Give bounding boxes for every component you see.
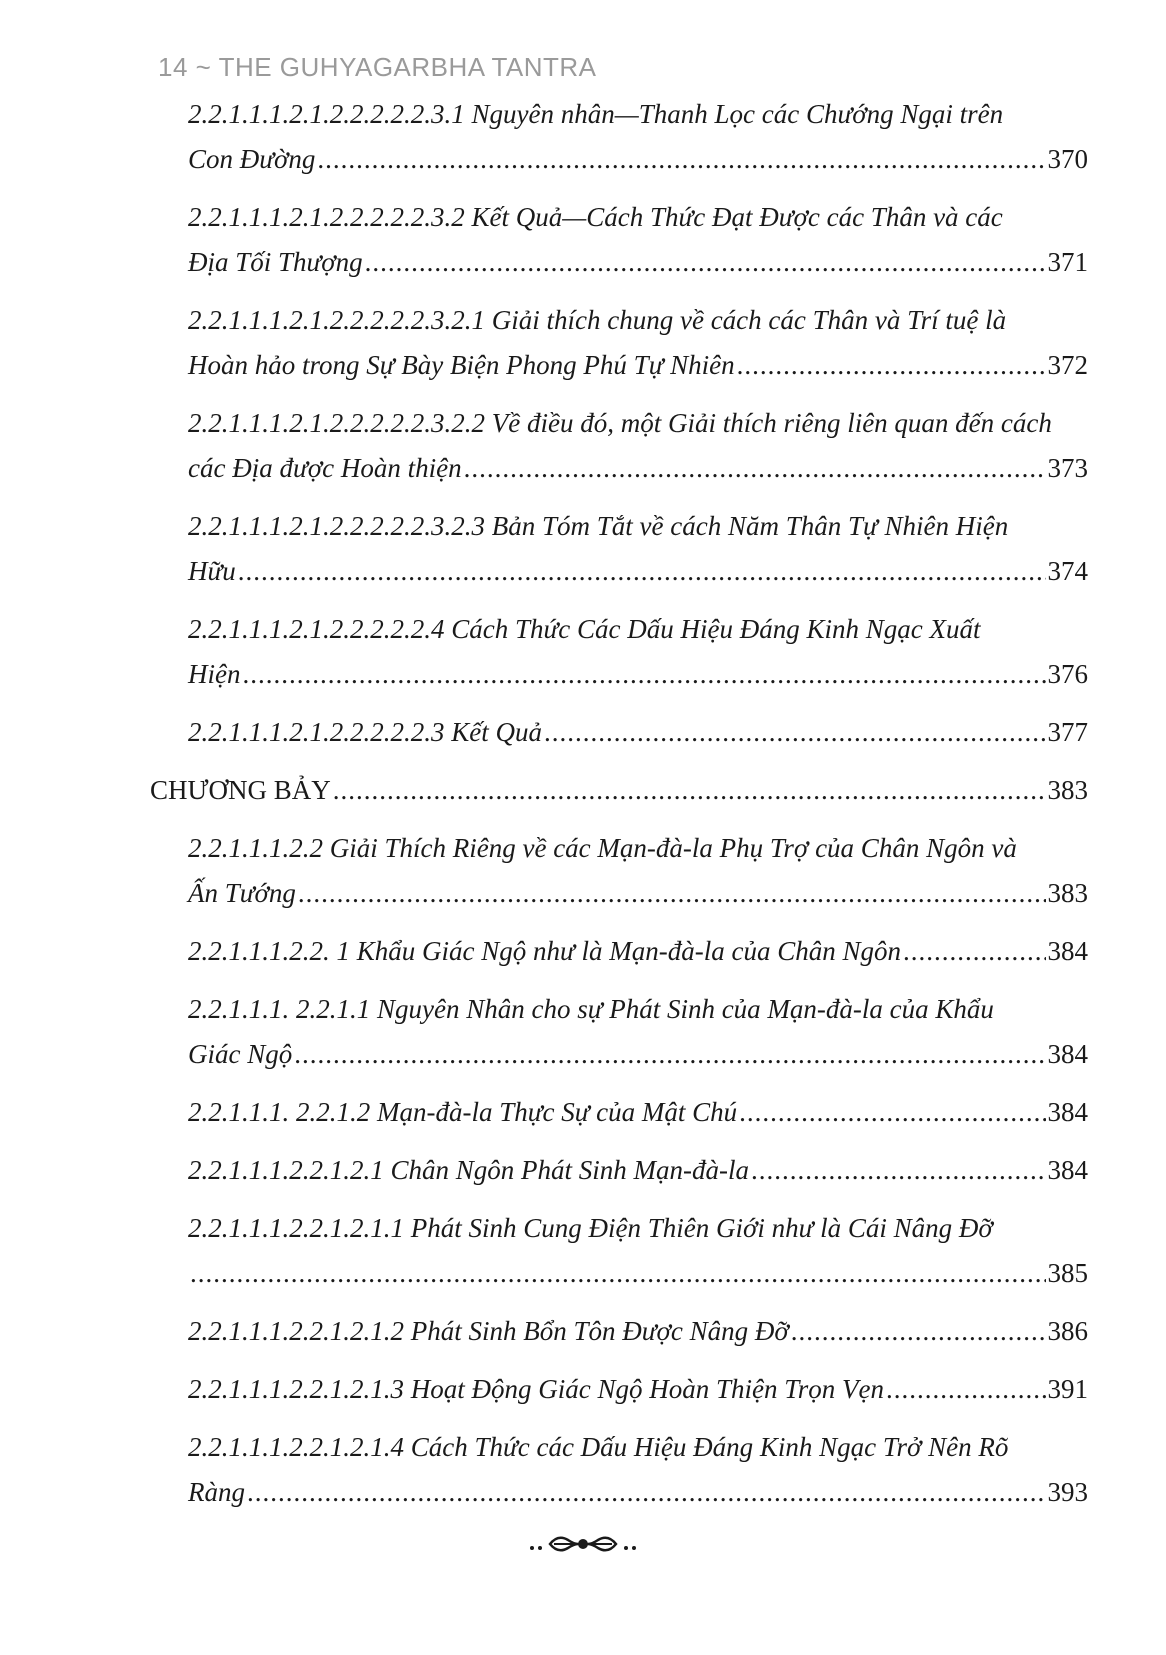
- toc-page-number: 370: [1047, 144, 1088, 174]
- toc-entry-row: [188, 549, 1088, 594]
- toc-entry-row: [188, 240, 1088, 285]
- toc-entry-row: [188, 871, 1088, 916]
- toc-entry-title: 2.2.1.1.1.2.2. 1 Khẩu Giác Ngộ như là Mạn-đà-la của Chân Ngôn: [188, 936, 901, 966]
- toc-entry-title: 2.2.1.1.1.2.2.1.2.1 Chân Ngôn Phát Sinh Mạn-đà-la: [188, 1155, 749, 1185]
- toc-entry-title: 2.2.1.1.1.2.2.1.2.1.2 Phát Sinh Bổn Tôn Được Nâng Đỡ: [188, 1316, 789, 1346]
- toc-entry-heading-line: 2.2.1.1.1.2.2.1.2.1.1 Phát Sinh Cung Điện Thiên Giới như là Cái Nâng Đỡ: [188, 1213, 993, 1243]
- toc-entry[interactable]: [150, 607, 1088, 697]
- toc-entry-title: 2.2.1.1.1.2.2.1.2.1.3 Hoạt Động Giác Ngộ Hoàn Thiện Trọn Vẹn: [188, 1374, 885, 1404]
- dot-leader: [238, 549, 1046, 594]
- toc-entry[interactable]: [150, 1367, 1088, 1412]
- toc-entry-title: 2.2.1.1.1.2.1.2.2.2.2.2.3 Kết Quả: [188, 717, 542, 747]
- toc-entry-row: [188, 1032, 1088, 1077]
- toc-entry-row: [188, 1367, 1088, 1412]
- toc-entry[interactable]: [150, 1148, 1088, 1193]
- dot-leader: [333, 768, 1046, 813]
- dorje-ornament-icon: [528, 1530, 638, 1558]
- toc-entry[interactable]: [150, 826, 1088, 916]
- toc-entry-row: [188, 343, 1088, 388]
- toc-entry[interactable]: [150, 710, 1088, 755]
- toc-entry-row: [188, 929, 1088, 974]
- dot-leader: [791, 1309, 1046, 1354]
- toc-entry-heading-line: 2.2.1.1.1.2.1.2.2.2.2.2.3.2.1 Giải thích chung về cách các Thân và Trí tuệ là: [188, 305, 1007, 335]
- toc-page-number: 383: [1047, 775, 1088, 805]
- toc-page-number: 372: [1047, 350, 1088, 380]
- dot-leader: [903, 929, 1046, 974]
- toc-entry-heading-line: 2.2.1.1.1.2.1.2.2.2.2.2.3.2 Kết Quả—Cách Thức Đạt Được các Thân và các: [188, 202, 1003, 232]
- toc-entry-title: Giác Ngộ: [188, 1039, 293, 1069]
- dot-leader: [294, 1032, 1045, 1077]
- toc-entry[interactable]: [150, 1309, 1088, 1354]
- toc-page-number: 376: [1047, 659, 1088, 689]
- toc-entry-row: [188, 137, 1088, 182]
- dot-leader: [544, 710, 1046, 755]
- toc-entry-row: [188, 1090, 1088, 1135]
- toc-page-number: 374: [1047, 556, 1088, 586]
- toc-entry-heading-line: 2.2.1.1.1.2.2 Giải Thích Riêng về các Mạn-đà-la Phụ Trợ của Chân Ngôn và: [188, 833, 1017, 863]
- toc-entry-title: Hoàn hảo trong Sự Bày Biện Phong Phú Tự Nhiên: [188, 350, 735, 380]
- toc-page-number: 391: [1047, 1374, 1088, 1404]
- toc-entry-row: [150, 768, 1088, 813]
- toc-entry-row: [188, 1148, 1088, 1193]
- toc-entry[interactable]: [150, 987, 1088, 1077]
- toc-page-number: 373: [1047, 453, 1088, 483]
- toc-entry[interactable]: [150, 298, 1088, 388]
- toc-entry-title: Ấn Tướng: [188, 878, 296, 908]
- toc-entry-row: [188, 1470, 1088, 1515]
- toc-page-number: 385: [1047, 1258, 1088, 1288]
- toc-page-number: 386: [1047, 1316, 1088, 1346]
- dot-leader: [751, 1148, 1046, 1193]
- dot-leader: [190, 1251, 1046, 1296]
- running-header: 14 ~ THE GUHYAGARBHA TANTRA: [158, 52, 597, 82]
- toc-entry-title: 2.2.1.1.1. 2.2.1.2 Mạn-đà-la Thực Sự của Mật Chú: [188, 1097, 738, 1127]
- toc-page-number: 384: [1047, 936, 1088, 966]
- toc-page-number: 377: [1047, 717, 1088, 747]
- toc-entry[interactable]: [150, 92, 1088, 182]
- toc-entry-row: [188, 1309, 1088, 1354]
- toc-entry-title: CHƯƠNG BẢY: [150, 775, 331, 805]
- toc-entry-title: Địa Tối Thượng: [188, 247, 363, 277]
- toc-entry-row: [188, 710, 1088, 755]
- dot-leader: [298, 871, 1046, 916]
- toc-page-number: 384: [1047, 1097, 1088, 1127]
- dot-leader: [247, 1470, 1046, 1515]
- dot-leader: [464, 446, 1046, 491]
- dot-leader: [317, 137, 1045, 182]
- toc-entry-heading-line: 2.2.1.1.1.2.1.2.2.2.2.2.3.2.3 Bản Tóm Tắt về cách Năm Thân Tự Nhiên Hiện: [188, 511, 1009, 541]
- toc-entry-title: Hữu: [188, 556, 236, 586]
- toc-entry-heading-line: 2.2.1.1.1.2.2.1.2.1.4 Cách Thức các Dấu Hiệu Đáng Kinh Ngạc Trở Nên Rõ: [188, 1432, 1009, 1462]
- dot-leader: [886, 1367, 1045, 1412]
- toc-entry-row: [188, 1251, 1088, 1296]
- dot-leader: [737, 343, 1046, 388]
- dot-leader: [242, 652, 1045, 697]
- toc-entry-title: Hiện: [188, 659, 241, 689]
- toc-entry-heading-line: 2.2.1.1.1.2.1.2.2.2.2.2.3.2.2 Về điều đó, một Giải thích riêng liên quan đến cách: [188, 408, 1052, 438]
- toc-entry[interactable]: [150, 401, 1088, 491]
- toc-page-number: 384: [1047, 1039, 1088, 1069]
- toc-entry[interactable]: [150, 1425, 1088, 1515]
- toc-page-number: 393: [1047, 1477, 1088, 1507]
- toc-entry[interactable]: [150, 195, 1088, 285]
- dot-leader: [739, 1090, 1045, 1135]
- toc-entry-heading-line: 2.2.1.1.1.2.1.2.2.2.2.2.4 Cách Thức Các Dấu Hiệu Đáng Kinh Ngạc Xuất: [188, 614, 981, 644]
- toc-entry[interactable]: [150, 1090, 1088, 1135]
- toc-entry-title: Con Đường: [188, 144, 316, 174]
- toc-entry[interactable]: [150, 504, 1088, 594]
- dot-leader: [365, 240, 1046, 285]
- toc-page-number: 383: [1047, 878, 1088, 908]
- toc-entry-heading-line: 2.2.1.1.1. 2.2.1.1 Nguyên Nhân cho sự Phát Sinh của Mạn-đà-la của Khẩu: [188, 994, 994, 1024]
- toc-entry-title: các Địa được Hoàn thiện: [188, 453, 462, 483]
- toc-chapter-entry[interactable]: [150, 768, 1088, 813]
- toc-page-number: 371: [1047, 247, 1088, 277]
- toc-entry-row: [188, 446, 1088, 491]
- toc-entry-row: [188, 652, 1088, 697]
- toc-page-number: 384: [1047, 1155, 1088, 1185]
- dorje-ornament-icon: [0, 1530, 1166, 1563]
- toc-entry-heading-line: 2.2.1.1.1.2.1.2.2.2.2.2.3.1 Nguyên nhân—Thanh Lọc các Chướng Ngại trên: [188, 99, 1004, 129]
- table-of-contents: [150, 92, 1088, 1528]
- toc-entry[interactable]: [150, 929, 1088, 974]
- toc-entry[interactable]: [150, 1206, 1088, 1296]
- toc-entry-title: Ràng: [188, 1477, 245, 1507]
